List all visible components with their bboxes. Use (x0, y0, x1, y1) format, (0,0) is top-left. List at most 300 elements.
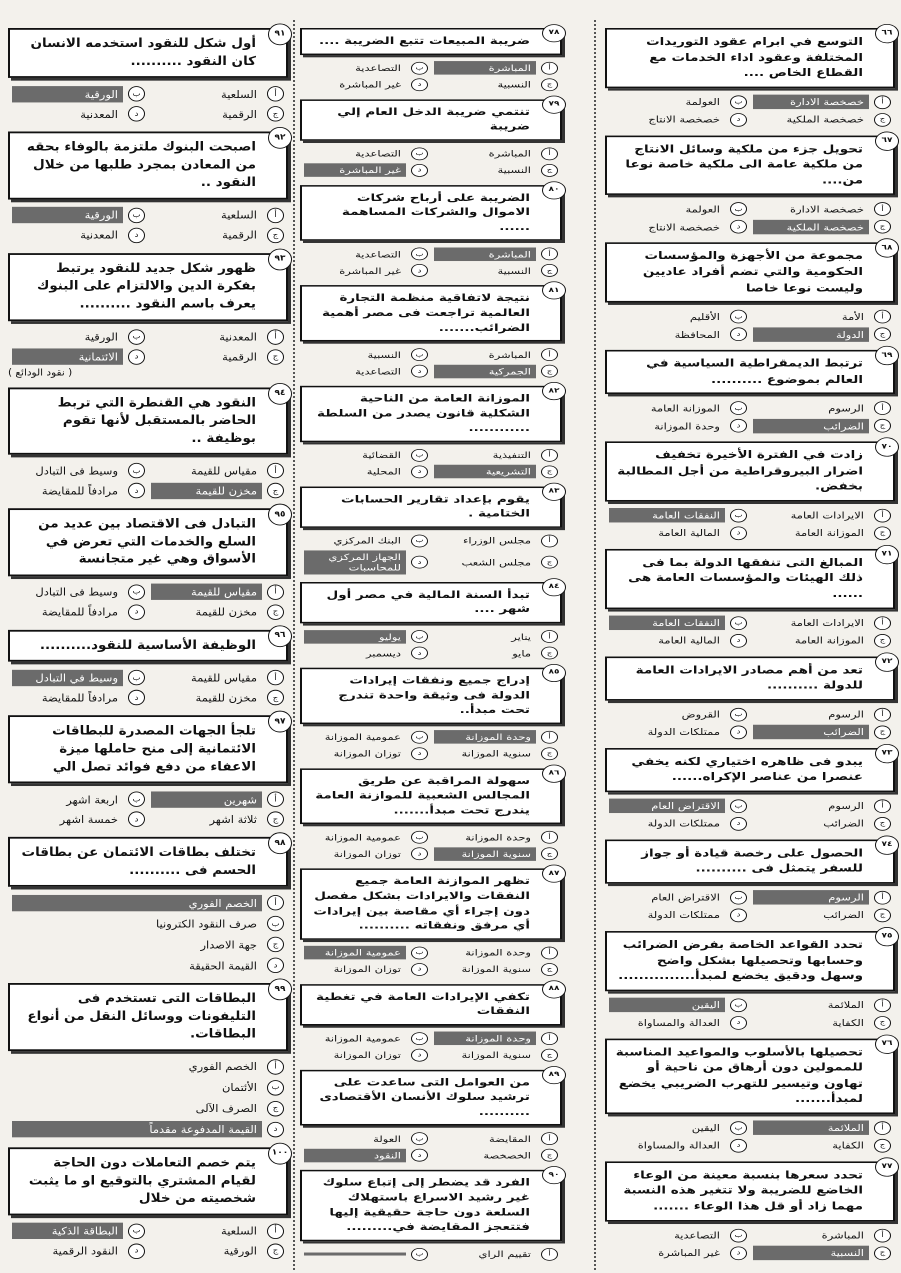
question-block (605, 442, 895, 541)
option-text: القيمة الحقيقة (189, 959, 257, 972)
answer-option-selected[interactable] (151, 482, 284, 499)
option-letter-circle: ب (730, 1121, 747, 1135)
answer-option[interactable] (304, 646, 428, 660)
option-letter-circle: ب (411, 535, 428, 548)
answer-option[interactable] (304, 730, 428, 744)
answer-option-selected[interactable] (434, 61, 558, 75)
answer-option-selected[interactable] (753, 890, 891, 905)
option-letter-circle: ج (541, 1049, 558, 1062)
option-letter-circle: ب (411, 831, 428, 844)
option-letter-circle: د (411, 465, 428, 478)
answer-option[interactable] (12, 1100, 284, 1117)
option-text: العولمة (685, 96, 720, 108)
answer-option-selected[interactable] (434, 847, 558, 861)
option-letter-circle: ج (267, 1243, 284, 1258)
question-block (8, 387, 288, 499)
option-text: خمسة اشهر (59, 812, 118, 826)
question-label: نتيجة لاتفاقية منظمة التجارة العالمية تراجعت فى مصر أهمية الضرائب....... (321, 292, 530, 334)
question-number: ٩١ (268, 23, 292, 45)
answer-option[interactable] (12, 915, 284, 932)
option-text: وسيط في التبادل (12, 670, 123, 686)
option-text (304, 1253, 406, 1256)
question-label: البطاقات التى تستخدم فى التليفونات ووسائل النقل من أنواع البطاقات. (27, 991, 256, 1042)
answer-option-selected[interactable] (753, 418, 891, 433)
answer-option[interactable] (753, 707, 891, 722)
question-number: ٩٩ (268, 979, 292, 1001)
option-text: الرقمية (222, 107, 257, 121)
question-number: ٧٦ (875, 1034, 899, 1053)
option-letter-circle: أ (267, 329, 284, 344)
option-letter-circle: ج (541, 78, 558, 91)
option-text: الملائمة (827, 999, 864, 1011)
options-list (8, 669, 288, 706)
answer-option[interactable] (753, 526, 891, 541)
answer-option[interactable] (434, 1048, 558, 1062)
option-letter-circle: ب (128, 86, 145, 101)
option-letter-circle: ج (874, 817, 891, 831)
option-text: توزان الموزانة (333, 1049, 401, 1061)
question-text (8, 716, 288, 784)
option-letter-circle: د (128, 1243, 145, 1258)
option-letter-circle: د (411, 164, 428, 177)
answer-option[interactable] (434, 1132, 558, 1146)
option-text: الأئتمان (221, 1081, 257, 1095)
option-letter-circle: د (411, 1149, 428, 1162)
options-list (300, 1247, 562, 1261)
question-number: ٨٠ (542, 181, 566, 199)
answer-option[interactable] (609, 202, 747, 217)
answer-option[interactable] (151, 105, 284, 122)
answer-option[interactable] (12, 1079, 284, 1096)
answer-option[interactable] (434, 629, 558, 643)
question-number: ٨٧ (542, 865, 566, 883)
answer-option[interactable] (151, 207, 284, 224)
option-letter-circle: د (411, 747, 428, 760)
answer-option[interactable] (304, 1132, 428, 1146)
option-letter-circle: ب (411, 630, 428, 643)
answer-option[interactable] (753, 908, 891, 923)
option-text: المعدنية (219, 330, 257, 344)
answer-option-selected[interactable] (753, 1245, 891, 1260)
option-text: تقييم الراي (478, 1248, 531, 1260)
option-letter-circle: د (730, 220, 747, 234)
answer-option[interactable] (151, 348, 284, 365)
answer-option[interactable] (434, 550, 558, 574)
question-label: الحصول على رخصة قيادة أو جواز للسفر يتمثل فى .......... (641, 846, 863, 876)
question-block (605, 748, 895, 832)
answer-option[interactable] (12, 105, 145, 122)
answer-option[interactable] (12, 811, 145, 828)
answer-option-selected[interactable] (304, 1148, 428, 1162)
answer-option[interactable] (304, 1031, 428, 1045)
option-text: النفقات العامة (609, 616, 725, 630)
question-text (605, 243, 895, 303)
answer-option-selected[interactable] (304, 163, 428, 177)
answer-option-selected[interactable] (304, 1247, 428, 1261)
answer-option[interactable] (753, 997, 891, 1012)
answer-option[interactable] (609, 401, 747, 416)
option-letter-circle: د (730, 634, 747, 648)
question-label: تعد من أهم مصادر الايرادات العامة للدولة .......... (635, 663, 863, 692)
answer-option[interactable] (609, 309, 747, 324)
option-letter-circle: ج (541, 556, 558, 569)
option-text: الضرائب (823, 818, 864, 830)
question-text (605, 1161, 895, 1221)
answer-option-selected[interactable] (151, 583, 284, 600)
column-middle (300, 28, 562, 1269)
answer-option-selected[interactable] (609, 508, 747, 523)
answer-option[interactable] (609, 724, 747, 739)
question-label: تختلف بطاقات الائتمان عن بطاقات الحسم فى .......... (21, 845, 256, 878)
option-text: مرادفاً للمقايضة (41, 484, 118, 498)
option-letter-circle: ب (411, 1248, 428, 1261)
answer-option[interactable] (151, 328, 284, 345)
answer-option[interactable] (753, 633, 891, 648)
options-list (605, 1120, 895, 1153)
option-text: التصاعدية (355, 148, 401, 159)
answer-option-selected[interactable] (12, 1222, 145, 1239)
option-text: ممتلكات الدولة (647, 909, 720, 921)
answer-option[interactable] (753, 508, 891, 523)
answer-option[interactable] (434, 830, 558, 844)
answer-option[interactable] (753, 1015, 891, 1030)
question-block (605, 135, 895, 234)
answer-option-selected[interactable] (753, 94, 891, 109)
option-text: وسيط فى التبادل (35, 585, 118, 599)
question-label: ضريبة المبيعات تتبع الضريبة .... (318, 34, 530, 47)
option-text: النسبية (497, 265, 531, 276)
option-letter-circle: أ (541, 147, 558, 160)
answer-option[interactable] (434, 746, 558, 760)
question-number: ٨٥ (542, 664, 566, 682)
option-letter-circle: ب (730, 799, 747, 813)
option-text: مقياس للقيمة (190, 671, 257, 685)
answer-option[interactable] (12, 1058, 284, 1075)
answer-option[interactable] (609, 633, 747, 648)
answer-option[interactable] (609, 418, 747, 433)
answer-option[interactable] (304, 1048, 428, 1062)
answer-option-selected[interactable] (151, 791, 284, 808)
answer-option-selected[interactable] (753, 327, 891, 342)
answer-option[interactable] (304, 264, 428, 278)
answer-option[interactable] (753, 401, 891, 416)
option-text: الايرادات العامة (790, 509, 864, 522)
question-number: ١٠٠ (268, 1143, 292, 1165)
option-letter-circle: د (411, 264, 428, 277)
question-text (8, 253, 288, 321)
option-letter-circle: د (128, 483, 145, 498)
answer-option-selected[interactable] (12, 348, 145, 365)
option-text: الموزانة العامة (650, 402, 720, 414)
option-letter-circle: ب (267, 1080, 284, 1095)
answer-option-selected[interactable] (434, 247, 558, 261)
answer-option[interactable] (12, 482, 145, 499)
question-number: ٨٤ (542, 578, 566, 596)
option-letter-circle: أ (541, 348, 558, 361)
answer-option[interactable] (609, 112, 747, 127)
answer-option[interactable] (609, 327, 747, 342)
option-text: الورقية (84, 330, 118, 344)
answer-option-selected[interactable] (434, 465, 558, 479)
column-right (605, 28, 895, 1269)
answer-option[interactable] (304, 465, 428, 479)
options-list (300, 830, 562, 861)
answer-option[interactable] (609, 94, 747, 109)
answer-option[interactable] (434, 163, 558, 177)
option-letter-circle: ب (730, 1228, 747, 1242)
question-block (300, 486, 562, 574)
answer-option-selected[interactable] (12, 894, 284, 911)
question-text (300, 285, 562, 341)
answer-option[interactable] (434, 264, 558, 278)
question-text (300, 869, 562, 940)
answer-option[interactable] (151, 689, 284, 706)
question-label: تحدد سعرها بنسبة معينة من الوعاء الخاضع للضريبة ولا تتغير هذه النسبة مهما زاد أو قل هذا الوعاء ....... (623, 1168, 863, 1213)
answer-option[interactable] (151, 1242, 284, 1259)
answer-option[interactable] (12, 328, 145, 345)
answer-option-selected[interactable] (12, 669, 145, 686)
answer-option[interactable] (12, 791, 145, 808)
answer-option-selected[interactable] (12, 207, 145, 224)
answer-option[interactable] (12, 603, 145, 620)
options-list (300, 629, 562, 660)
option-letter-circle: أ (267, 670, 284, 685)
answer-option-selected[interactable] (434, 730, 558, 744)
answer-option[interactable] (609, 908, 747, 923)
answer-option[interactable] (304, 534, 428, 548)
answer-option-selected[interactable] (609, 997, 747, 1012)
answer-option[interactable] (753, 309, 891, 324)
answer-option[interactable] (609, 526, 747, 541)
answer-option[interactable] (434, 646, 558, 660)
answer-option[interactable] (609, 219, 747, 234)
answer-option[interactable] (609, 1015, 747, 1030)
options-list (300, 348, 562, 379)
option-text: توزان الموزانة (333, 748, 401, 759)
question-label: الوظيفة الأساسية للنقود.......... (39, 637, 256, 653)
answer-option[interactable] (304, 847, 428, 861)
answer-option[interactable] (151, 669, 284, 686)
answer-option[interactable] (12, 957, 284, 974)
option-text: عمومية الموزانة (324, 832, 401, 843)
answer-option[interactable] (151, 1222, 284, 1239)
question-text (605, 350, 895, 394)
answer-option[interactable] (753, 112, 891, 127)
question-block (8, 132, 288, 244)
answer-option[interactable] (12, 936, 284, 953)
answer-option[interactable] (609, 707, 747, 722)
question-number: ٨٨ (542, 980, 566, 998)
answer-option[interactable] (609, 1245, 747, 1260)
answer-option[interactable] (304, 348, 428, 362)
answer-option[interactable] (151, 603, 284, 620)
option-letter-circle: أ (874, 616, 891, 630)
answer-option-selected[interactable] (12, 1121, 284, 1138)
answer-option[interactable] (304, 147, 428, 161)
option-letter-circle: أ (541, 731, 558, 744)
question-text (300, 984, 562, 1025)
option-letter-circle: ج (874, 909, 891, 923)
option-text: المحلية (366, 466, 401, 477)
question-text (605, 1038, 895, 1114)
answer-option[interactable] (434, 1148, 558, 1162)
answer-option[interactable] (753, 1138, 891, 1153)
option-text: النسبية (753, 1246, 869, 1260)
answer-option[interactable] (434, 1247, 558, 1261)
answer-option-selected[interactable] (753, 219, 891, 234)
option-text: سنوية الموزانة (461, 748, 531, 759)
answer-option[interactable] (12, 227, 145, 244)
option-letter-circle: أ (541, 535, 558, 548)
question-label: تنتمي ضريبة الدخل العام إلي ضريبة (337, 105, 530, 133)
option-text: مايو (512, 647, 531, 659)
option-letter-circle: أ (541, 61, 558, 74)
answer-option-selected[interactable] (12, 85, 145, 102)
option-text: الرسوم (828, 708, 864, 721)
option-letter-circle: ب (730, 95, 747, 109)
option-letter-circle: ب (128, 792, 145, 807)
option-text: غير المباشرة (339, 79, 401, 90)
answer-option[interactable] (609, 890, 747, 905)
option-text: المالية العامة (658, 527, 720, 539)
question-number: ٨١ (542, 282, 566, 300)
question-block (300, 869, 562, 977)
answer-option[interactable] (12, 1242, 145, 1259)
answer-option-selected[interactable] (609, 615, 747, 630)
answer-option-selected[interactable] (304, 946, 428, 960)
option-text: السلعية (221, 87, 257, 101)
option-letter-circle: ب (730, 891, 747, 905)
answer-option[interactable] (434, 946, 558, 960)
option-letter-circle: د (128, 812, 145, 827)
answer-option[interactable] (434, 147, 558, 161)
options-list (300, 534, 562, 575)
option-letter-circle: د (411, 1049, 428, 1062)
option-letter-circle: د (730, 1139, 747, 1153)
answer-option[interactable] (304, 61, 428, 75)
option-text: الموزانة العامة (794, 527, 864, 539)
options-list (605, 309, 895, 342)
question-text (8, 983, 288, 1051)
answer-option[interactable] (753, 615, 891, 630)
option-letter-circle: ج (267, 690, 284, 705)
question-text (605, 839, 895, 883)
option-letter-circle: ب (730, 998, 747, 1012)
question-label: يقوم بإعداد تقارير الحسابات الختامية . (341, 493, 530, 520)
question-number: ٧٩ (542, 95, 566, 113)
answer-option[interactable] (304, 962, 428, 976)
option-letter-circle: د (730, 327, 747, 341)
option-text: المعدنية (80, 228, 118, 242)
answer-option[interactable] (12, 583, 145, 600)
question-text (300, 386, 562, 442)
option-letter-circle: أ (267, 895, 284, 910)
answer-option-selected[interactable] (609, 798, 747, 813)
options-list (8, 791, 288, 828)
answer-option[interactable] (304, 77, 428, 91)
answer-option-selected[interactable] (434, 364, 558, 378)
option-text: النسبية (367, 349, 401, 360)
option-letter-circle: أ (541, 1032, 558, 1045)
option-text: المحافظة (674, 328, 720, 340)
answer-option[interactable] (434, 448, 558, 462)
option-letter-circle: د (411, 848, 428, 861)
option-letter-circle: د (128, 690, 145, 705)
answer-option[interactable] (151, 811, 284, 828)
answer-option[interactable] (434, 962, 558, 976)
question-text (300, 582, 562, 623)
question-text (300, 486, 562, 527)
question-label: المبالغ التى تنفقها الدولة بما فى ذلك الهيئات والمؤسسات العامة هى ...... (628, 556, 863, 601)
option-text: عمومية الموزانة (324, 731, 401, 743)
answer-option[interactable] (304, 746, 428, 760)
answer-option[interactable] (12, 462, 145, 479)
question-block (300, 386, 562, 479)
answer-option[interactable] (609, 1228, 747, 1243)
option-letter-circle: د (411, 647, 428, 660)
question-number: ٧٢ (875, 652, 899, 671)
option-letter-circle: ب (411, 61, 428, 74)
question-number: ٩٦ (268, 625, 292, 647)
answer-option-selected[interactable] (304, 550, 428, 574)
answer-option[interactable] (151, 462, 284, 479)
answer-option[interactable] (753, 202, 891, 217)
answer-option[interactable] (151, 85, 284, 102)
answer-option[interactable] (434, 348, 558, 362)
answer-option-selected[interactable] (304, 629, 428, 643)
option-text: مجلس الوزراء (462, 535, 531, 547)
option-text: توزان الموزانة (333, 848, 401, 860)
answer-option[interactable] (609, 1138, 747, 1153)
answer-option-selected[interactable] (753, 724, 891, 739)
answer-option-selected[interactable] (753, 1120, 891, 1135)
option-letter-circle: أ (874, 401, 891, 415)
answer-option[interactable] (304, 364, 428, 378)
option-letter-circle: أ (541, 1133, 558, 1146)
option-letter-circle: ب (411, 1032, 428, 1045)
option-text: التصاعدية (355, 248, 401, 260)
question-label: مجموعة من الأجهزة والمؤسسات الحكومية والتي تضم أفراد عاديين وليست نوعا خاصا (642, 249, 863, 295)
option-letter-circle: ج (874, 327, 891, 341)
answer-option[interactable] (304, 448, 428, 462)
answer-option[interactable] (434, 534, 558, 548)
answer-option[interactable] (753, 1228, 891, 1243)
answer-option[interactable] (753, 798, 891, 813)
question-block (8, 837, 288, 974)
option-letter-circle: أ (267, 792, 284, 807)
option-letter-circle: د (267, 958, 284, 973)
option-letter-circle: أ (541, 449, 558, 462)
answer-option[interactable] (434, 77, 558, 91)
option-letter-circle: د (411, 963, 428, 976)
question-block (300, 768, 562, 861)
answer-option[interactable] (609, 1120, 747, 1135)
answer-option[interactable] (304, 830, 428, 844)
option-text: العدالة والمساواة (637, 1017, 720, 1029)
answer-option[interactable] (304, 247, 428, 261)
answer-option[interactable] (753, 816, 891, 831)
answer-option[interactable] (151, 227, 284, 244)
answer-option[interactable] (12, 689, 145, 706)
answer-option[interactable] (609, 816, 747, 831)
option-letter-circle: د (730, 113, 747, 127)
answer-option-selected[interactable] (434, 1031, 558, 1045)
option-text: خصخصة الادارة (753, 95, 869, 109)
option-text: وسيط فى التبادل (35, 464, 118, 478)
options-list (8, 207, 288, 244)
question-label: النقود هي القنطرة التي تربط الحاضر بالمستقبل لأنها تقوم بوظيفة .. (57, 395, 256, 446)
option-text: وحدة الموزانة (465, 832, 531, 843)
